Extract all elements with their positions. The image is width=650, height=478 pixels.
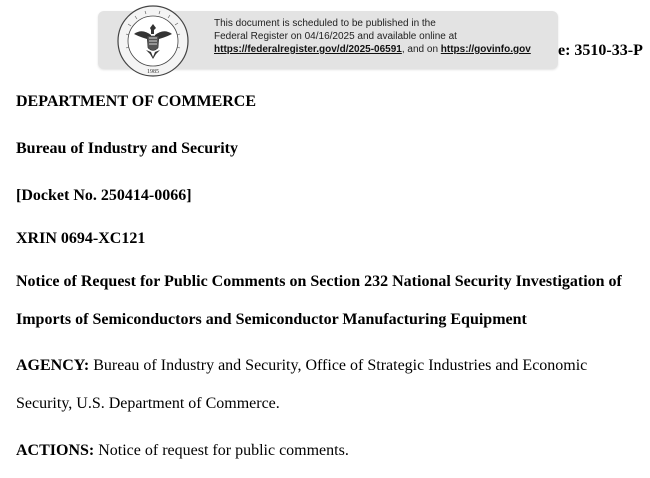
govinfo-link[interactable]: https://govinfo.gov: [440, 44, 531, 55]
banner-connector-text: , and on: [401, 44, 441, 55]
xrin-number: XRIN 0694-XC121: [16, 230, 146, 247]
actions-label: ACTIONS:: [16, 442, 95, 459]
department-heading: DEPARTMENT OF COMMERCE: [16, 93, 257, 110]
actions-line: [16, 442, 349, 460]
national-archives-seal-icon: [116, 4, 190, 78]
actions-text: Notice of request for public comments.: [94, 442, 349, 459]
banner-line-3: [214, 43, 559, 56]
agency-label: AGENCY:: [16, 357, 90, 374]
agency-text-1: Bureau of Industry and Security, Office of Strategic Industries and Economic: [89, 357, 588, 374]
agency-line-2: Security, U.S. Department of Commerce.: [16, 395, 280, 412]
notice-title-line-1: Notice of Request for Public Comments on Section 232 National Security Investigation of: [16, 273, 622, 290]
bureau-heading: Bureau of Industry and Security: [16, 140, 238, 157]
notice-title-line-2: Imports of Semiconductors and Semiconductor Manufacturing Equipment: [16, 311, 527, 328]
banner-text: [214, 17, 559, 56]
docket-number: [Docket No. 250414-0066]: [16, 187, 192, 204]
seal-year: 1985: [147, 69, 159, 75]
banner-line-2: Federal Register on 04/16/2025 and available online at: [214, 31, 457, 42]
billing-code: e: 3510-33-P: [558, 42, 643, 59]
banner-line-1: This document is scheduled to be published in the: [214, 18, 436, 29]
federal-register-link[interactable]: https://federalregister.gov/d/2025-06591: [214, 44, 402, 55]
agency-line-1: [16, 357, 587, 375]
